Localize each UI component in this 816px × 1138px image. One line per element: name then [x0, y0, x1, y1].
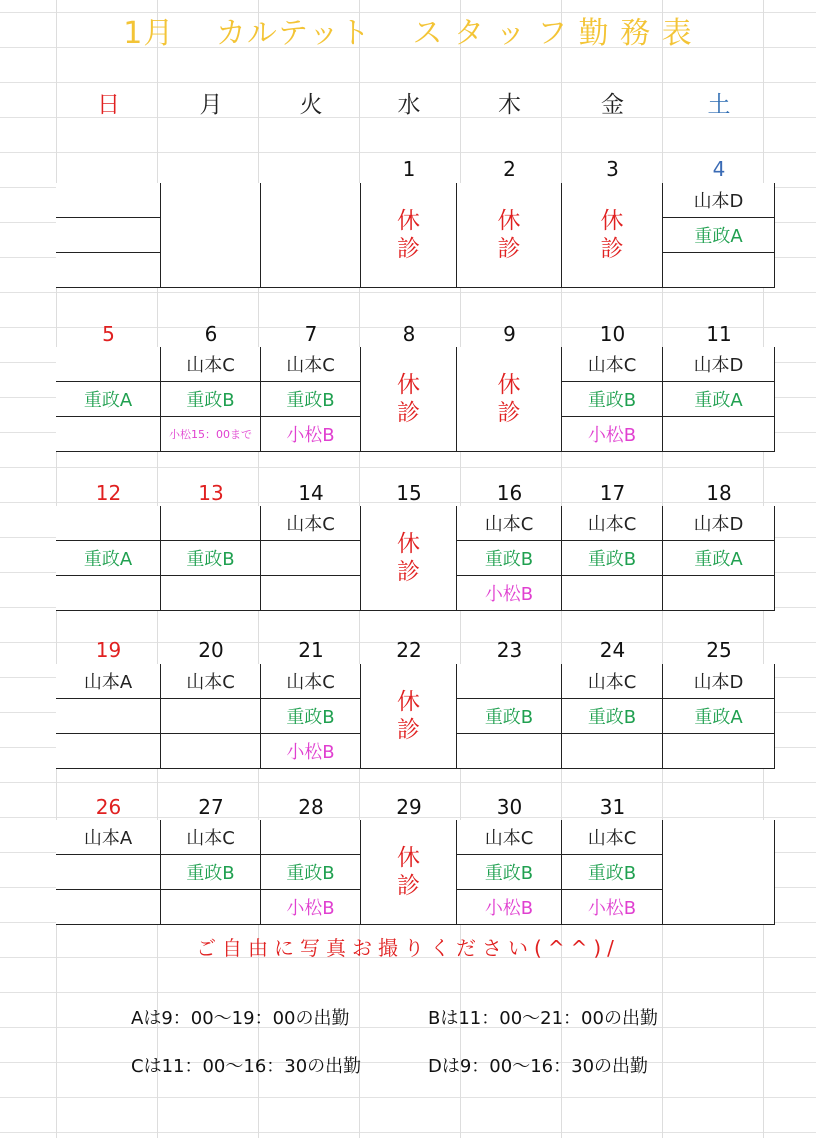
staff-shift: 山本C	[484, 828, 534, 849]
holiday-label: 休	[397, 372, 420, 398]
holiday-label: 診	[397, 717, 420, 743]
shift-cell	[161, 541, 261, 576]
staff-shift: 山本C	[587, 672, 637, 693]
holiday-label: 休	[397, 208, 420, 234]
shift-cell	[261, 855, 361, 890]
shift-cell	[663, 382, 775, 417]
staff-shift: 重政A	[694, 549, 743, 570]
staff-shift: 山本C	[587, 355, 637, 376]
staff-shift: 重政B	[286, 390, 335, 411]
staff-shift: 重政B	[587, 549, 637, 570]
day-number: 17	[599, 481, 626, 505]
staff-shift: 重政A	[694, 707, 743, 728]
day-number: 6	[204, 322, 218, 346]
holiday-cell	[361, 820, 457, 925]
shift-cell	[562, 820, 663, 855]
shift-cell	[161, 417, 261, 452]
day-number: 7	[304, 322, 318, 346]
staff-shift: 重政B	[186, 549, 235, 570]
staff-shift: 重政B	[484, 707, 534, 728]
staff-shift: 山本C	[186, 672, 235, 693]
shift-cell	[562, 417, 663, 452]
staff-shift: 重政A	[694, 390, 743, 411]
staff-shift: 重政B	[484, 863, 534, 884]
staff-shift: 山本C	[484, 514, 534, 535]
shift-cell	[56, 541, 161, 576]
staff-shift: 山本D	[693, 672, 744, 693]
shift-cell	[663, 183, 775, 218]
shift-cell	[261, 576, 361, 611]
day-number: 8	[402, 322, 416, 346]
holiday-label: 診	[397, 400, 420, 426]
shift-cell	[663, 347, 775, 382]
shift-cell	[562, 855, 663, 890]
holiday-cell	[361, 183, 457, 288]
holiday-label: 休	[600, 208, 624, 234]
shift-cell	[56, 183, 161, 218]
shift-cell	[663, 576, 775, 611]
day-number: 11	[706, 322, 732, 346]
day-number: 24	[599, 638, 626, 662]
legend-b: Bは11：00〜21：00の出勤	[428, 1008, 658, 1029]
shift-cell	[161, 734, 261, 769]
holiday-label: 診	[397, 236, 420, 262]
day-number: 3	[606, 157, 619, 181]
holiday-cell	[361, 664, 457, 769]
staff-shift: 重政A	[694, 226, 743, 247]
staff-shift: 山本C	[286, 672, 335, 693]
holiday-label: 診	[397, 559, 420, 585]
day-number: 25	[706, 638, 732, 662]
holiday-label: 診	[397, 873, 420, 899]
shift-cell	[457, 855, 562, 890]
staff-shift: 重政B	[186, 863, 235, 884]
shift-cell	[261, 664, 361, 699]
shift-cell	[161, 347, 261, 382]
shift-cell	[56, 664, 161, 699]
shift-cell	[56, 417, 161, 452]
staff-shift: 重政A	[83, 390, 133, 411]
shift-cell	[161, 890, 261, 925]
shift-cell	[562, 347, 663, 382]
shift-cell	[562, 890, 663, 925]
day-number: 22	[396, 638, 422, 662]
shift-cell	[663, 699, 775, 734]
shift-cell	[261, 734, 361, 769]
staff-shift: 小松B	[286, 742, 335, 763]
shift-cell	[457, 541, 562, 576]
staff-shift: 山本D	[693, 191, 744, 212]
day-number: 20	[198, 638, 224, 662]
shift-cell	[261, 506, 361, 541]
shift-cell	[261, 417, 361, 452]
day-number: 10	[599, 322, 626, 346]
staff-shift: 小松B	[484, 898, 534, 919]
day-number: 9	[503, 322, 516, 346]
staff-shift: 重政B	[587, 390, 637, 411]
day-number: 27	[198, 795, 224, 819]
shift-cell	[562, 541, 663, 576]
holiday-cell	[457, 347, 562, 452]
holiday-cell	[361, 347, 457, 452]
staff-shift: 小松B	[587, 898, 637, 919]
empty-day-cell	[663, 820, 775, 925]
day-number: 26	[95, 795, 122, 819]
empty-day-cell	[261, 183, 361, 288]
shift-cell	[56, 218, 161, 253]
day-number: 14	[298, 481, 324, 505]
shift-cell	[56, 820, 161, 855]
legend-c: Cは11：00〜16：30の出勤	[131, 1056, 362, 1077]
staff-shift: 重政B	[587, 707, 637, 728]
shift-cell	[562, 506, 663, 541]
shift-cell	[663, 417, 775, 452]
legend-d: Dは9：00〜16：30の出勤	[428, 1056, 649, 1077]
shift-cell	[161, 576, 261, 611]
legend-a: Aは9：00〜19：00の出勤	[131, 1008, 350, 1029]
holiday-label: 休	[497, 208, 521, 234]
shift-cell	[663, 506, 775, 541]
staff-shift: 山本C	[286, 355, 335, 376]
holiday-cell	[361, 506, 457, 611]
empty-day-cell	[161, 183, 261, 288]
holiday-label: 休	[497, 372, 521, 398]
holiday-label: 診	[497, 236, 521, 262]
staff-shift: 山本C	[587, 514, 637, 535]
shift-cell	[663, 734, 775, 769]
shift-cell	[56, 382, 161, 417]
shift-cell	[261, 699, 361, 734]
staff-shift: 小松B	[587, 425, 637, 446]
shift-cell	[161, 820, 261, 855]
day-number: 30	[496, 795, 523, 819]
shift-cell	[663, 253, 775, 288]
day-number: 23	[496, 638, 523, 662]
holiday-label: 休	[397, 689, 420, 715]
shift-cell	[261, 820, 361, 855]
shift-cell	[562, 382, 663, 417]
day-number: 12	[95, 481, 122, 505]
staff-shift: 重政B	[587, 863, 637, 884]
staff-shift: 山本D	[693, 355, 744, 376]
shift-cell	[56, 699, 161, 734]
holiday-label: 診	[497, 400, 521, 426]
day-number: 13	[198, 481, 224, 505]
staff-shift: 山本C	[186, 355, 235, 376]
holiday-label: 診	[600, 236, 624, 262]
day-number: 28	[298, 795, 324, 819]
shift-cell	[261, 382, 361, 417]
staff-shift: 重政B	[186, 390, 235, 411]
shift-cell	[457, 890, 562, 925]
holiday-cell	[562, 183, 663, 288]
shift-cell	[161, 664, 261, 699]
day-number: 31	[599, 795, 626, 819]
day-number: 19	[95, 638, 122, 662]
shift-cell	[562, 699, 663, 734]
day-number: 1	[402, 157, 416, 181]
day-number: 2	[503, 157, 516, 181]
staff-shift: 山本C	[587, 828, 637, 849]
shift-cell	[663, 218, 775, 253]
shift-cell	[56, 734, 161, 769]
shift-cell	[457, 734, 562, 769]
staff-shift: 山本A	[83, 672, 133, 693]
schedule-title: 1月 カルテット ス タ ッ フ 勤 務 表	[123, 16, 693, 51]
shift-cell	[161, 855, 261, 890]
shift-cell	[457, 506, 562, 541]
shift-cell	[161, 506, 261, 541]
day-number: 29	[396, 795, 422, 819]
staff-shift: 重政A	[83, 549, 133, 570]
shift-cell	[56, 506, 161, 541]
shift-cell	[562, 576, 663, 611]
shift-cell	[161, 699, 261, 734]
shift-cell	[161, 382, 261, 417]
shift-cell	[457, 664, 562, 699]
staff-shift: 重政B	[286, 863, 335, 884]
shift-cell	[457, 820, 562, 855]
weekday-label: 金	[601, 92, 624, 118]
shift-cell	[457, 576, 562, 611]
shift-cell	[663, 664, 775, 699]
shift-cell	[56, 576, 161, 611]
day-number: 16	[496, 481, 523, 505]
staff-shift: 重政B	[286, 707, 335, 728]
holiday-label: 休	[397, 531, 420, 557]
shift-cell	[261, 541, 361, 576]
photo-note: ご自由に写真お撮りください(^^)/	[196, 936, 620, 960]
weekday-label: 日	[97, 92, 120, 118]
day-number: 15	[396, 481, 422, 505]
staff-shift: 小松B	[286, 425, 335, 446]
holiday-label: 休	[397, 845, 420, 871]
staff-shift: 山本C	[186, 828, 235, 849]
day-number: 21	[298, 638, 324, 662]
weekday-label: 火	[299, 92, 323, 118]
weekday-label: 木	[498, 92, 521, 118]
staff-shift: 小松B	[484, 584, 534, 605]
day-number: 4	[712, 157, 726, 181]
day-number: 18	[706, 481, 732, 505]
shift-cell	[261, 890, 361, 925]
shift-cell	[56, 253, 161, 288]
staff-shift: 重政B	[484, 549, 534, 570]
shift-cell	[56, 347, 161, 382]
weekday-label: 土	[707, 92, 731, 118]
staff-shift: 小松B	[286, 898, 335, 919]
staff-shift: 山本D	[693, 514, 744, 535]
shift-cell	[663, 541, 775, 576]
staff-shift: 山本C	[286, 514, 335, 535]
shift-cell	[457, 699, 562, 734]
shift-cell	[562, 734, 663, 769]
shift-cell	[56, 855, 161, 890]
shift-cell	[261, 347, 361, 382]
weekday-label: 水	[397, 92, 421, 118]
shift-cell	[56, 890, 161, 925]
weekday-label: 月	[199, 92, 223, 118]
staff-shift: 小松15：00まで	[169, 428, 252, 441]
holiday-cell	[457, 183, 562, 288]
staff-shift: 山本A	[83, 828, 133, 849]
shift-cell	[562, 664, 663, 699]
day-number: 5	[102, 322, 115, 346]
